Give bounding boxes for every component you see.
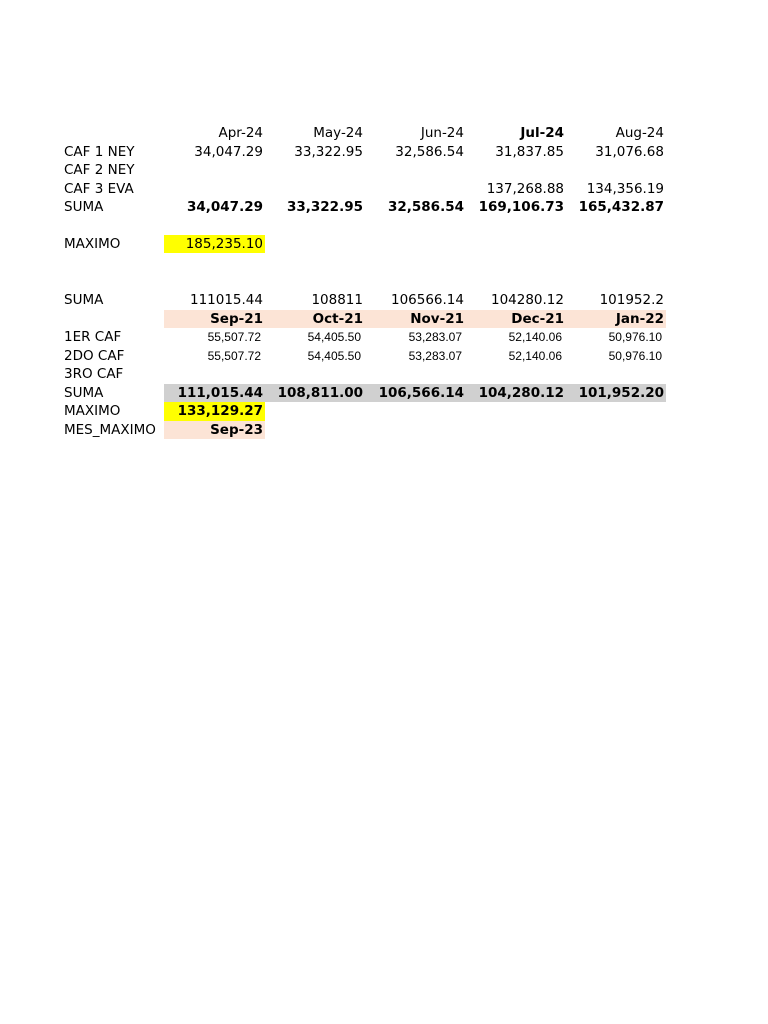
header-corner-cell[interactable] <box>64 310 164 329</box>
value-cell[interactable] <box>265 365 365 384</box>
value-cell[interactable]: 31,837.85 <box>495 143 564 160</box>
value-cell[interactable] <box>164 161 265 180</box>
value-cell[interactable] <box>365 161 466 180</box>
value-cell[interactable]: 137,268.88 <box>486 180 564 197</box>
value-cell[interactable]: 54,405.50 <box>307 330 361 344</box>
value-cell[interactable]: 52,140.06 <box>508 348 562 363</box>
total-cell[interactable]: 34,047.29 <box>186 199 263 215</box>
row-label[interactable]: 1ER CAF <box>64 329 122 345</box>
value-cell[interactable] <box>365 365 466 384</box>
value-cell[interactable]: 101952.2 <box>599 292 664 308</box>
value-cell[interactable] <box>365 180 466 199</box>
total-cell[interactable]: 101,952.20 <box>566 384 666 403</box>
month-header-cell[interactable]: Dec-21 <box>466 310 566 329</box>
value-cell[interactable] <box>566 161 666 180</box>
total-cell[interactable]: 104,280.12 <box>466 384 566 403</box>
value-cell[interactable] <box>164 180 265 199</box>
value-cell[interactable]: 50,976.10 <box>608 330 662 344</box>
month-header-cell[interactable]: Oct-21 <box>265 310 365 329</box>
value-cell[interactable]: 134,356.19 <box>586 180 664 197</box>
value-cell[interactable] <box>164 365 265 384</box>
row-label[interactable]: CAF 3 EVA <box>64 180 134 197</box>
value-cell[interactable]: 106566.14 <box>390 292 464 308</box>
row-label[interactable]: MES_MAXIMO <box>64 421 156 438</box>
header-corner-cell[interactable] <box>64 124 164 143</box>
total-cell[interactable]: 111,015.44 <box>164 384 265 403</box>
row-label[interactable]: MAXIMO <box>64 403 121 419</box>
month-header-cell[interactable]: Sep-21 <box>164 310 265 329</box>
row-label[interactable]: SUMA <box>64 199 104 215</box>
month-header-cell[interactable]: Jan-22 <box>566 310 666 329</box>
value-cell[interactable]: 111015.44 <box>189 292 263 308</box>
value-cell[interactable]: 54,405.50 <box>307 348 361 363</box>
month-header-cell[interactable]: Nov-21 <box>365 310 466 329</box>
value-cell[interactable]: 31,076.68 <box>595 143 664 160</box>
total-cell[interactable]: 165,432.87 <box>578 199 664 215</box>
header-cell[interactable]: Apr-24 <box>218 125 263 141</box>
value-cell[interactable]: 52,140.06 <box>508 330 562 344</box>
mes-maximo-value-cell[interactable]: Sep-23 <box>164 421 265 440</box>
total-cell[interactable]: 169,106.73 <box>478 199 564 215</box>
value-cell[interactable]: 33,322.95 <box>294 143 363 160</box>
row-label[interactable]: 2DO CAF <box>64 347 125 364</box>
value-cell[interactable] <box>265 161 365 180</box>
header-cell[interactable]: May-24 <box>313 125 363 141</box>
row-label[interactable]: SUMA <box>64 384 104 401</box>
row-label[interactable]: MAXIMO <box>64 235 121 252</box>
row-label[interactable]: 3RO CAF <box>64 366 124 382</box>
header-cell[interactable]: Aug-24 <box>615 125 664 141</box>
value-cell[interactable]: 55,507.72 <box>207 330 261 344</box>
total-cell[interactable]: 32,586.54 <box>387 199 464 215</box>
value-cell[interactable]: 34,047.29 <box>194 143 263 160</box>
value-cell[interactable]: 104280.12 <box>490 292 564 308</box>
total-cell[interactable]: 108,811.00 <box>265 384 365 403</box>
header-cell[interactable]: Jul-24 <box>520 125 564 141</box>
header-cell[interactable]: Jun-24 <box>420 125 464 141</box>
value-cell[interactable] <box>466 365 566 384</box>
value-cell[interactable]: 50,976.10 <box>608 348 662 363</box>
row-label[interactable]: CAF 1 NEY <box>64 143 135 160</box>
value-cell[interactable]: 55,507.72 <box>207 348 261 363</box>
maximo-value-cell[interactable]: 133,129.27 <box>164 402 265 421</box>
value-cell[interactable]: 53,283.07 <box>408 330 462 344</box>
total-cell[interactable]: 106,566.14 <box>365 384 466 403</box>
row-label[interactable]: CAF 2 NEY <box>64 162 135 178</box>
row-label[interactable]: SUMA <box>64 292 104 308</box>
value-cell[interactable]: 32,586.54 <box>395 143 464 160</box>
value-cell[interactable]: 108811 <box>311 292 363 308</box>
value-cell[interactable] <box>466 161 566 180</box>
value-cell[interactable] <box>265 180 365 199</box>
value-cell[interactable]: 53,283.07 <box>408 348 462 363</box>
value-cell[interactable] <box>566 365 666 384</box>
maximo-value-cell[interactable]: 185,235.10 <box>164 235 265 254</box>
total-cell[interactable]: 33,322.95 <box>286 199 363 215</box>
